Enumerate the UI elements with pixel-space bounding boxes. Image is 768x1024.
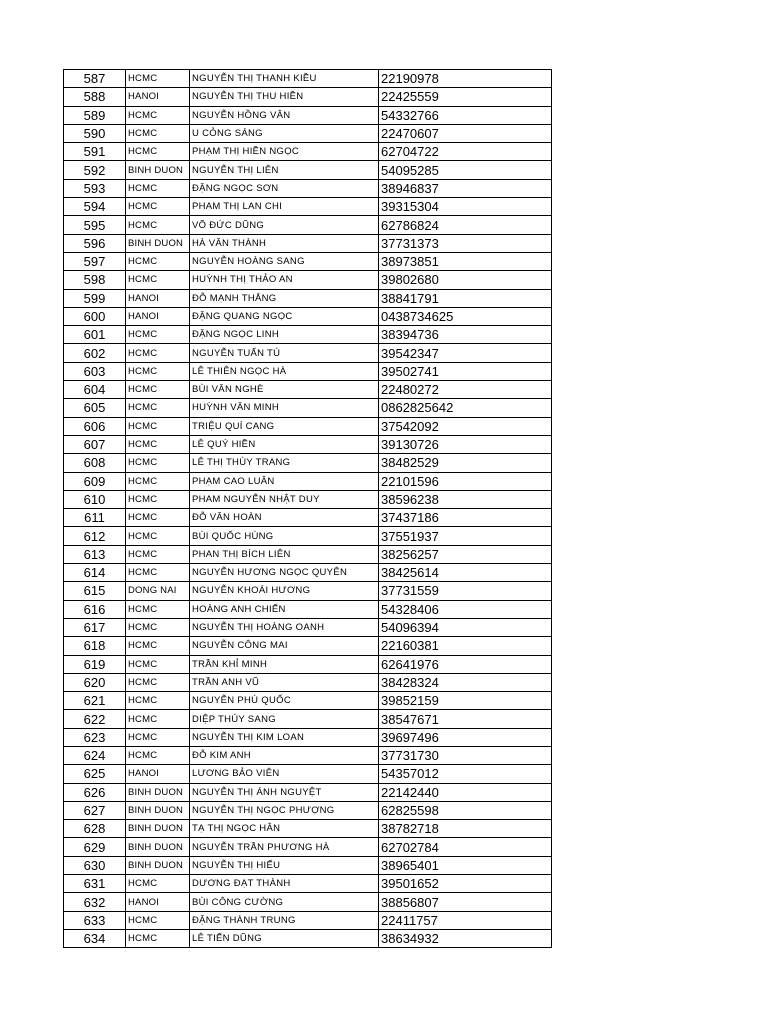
name-cell[interactable]: NGUYỄN THỊ ÁNH NGUYỆT <box>190 783 379 801</box>
phone-cell[interactable]: 38841791 <box>379 289 552 307</box>
row-number-cell[interactable]: 604 <box>64 381 126 399</box>
phone-cell[interactable]: 0438734625 <box>379 307 552 325</box>
name-cell[interactable]: NGUYỄN HỒNG VÂN <box>190 106 379 124</box>
row-number-cell[interactable]: 616 <box>64 600 126 618</box>
table-row <box>64 637 552 655</box>
table-row <box>64 234 552 252</box>
row-number-cell[interactable]: 610 <box>64 490 126 508</box>
table-row <box>64 783 552 801</box>
row-number-cell[interactable]: 626 <box>64 783 126 801</box>
name-cell[interactable]: PHAN THỊ BÍCH LIÊN <box>190 545 379 563</box>
city-cell[interactable]: HCMC <box>126 637 190 655</box>
table-row <box>64 875 552 893</box>
table-row <box>64 856 552 874</box>
name-cell[interactable]: NGUYỄN THỊ THANH KIỀU <box>190 70 379 88</box>
city-cell[interactable]: HANOI <box>126 307 190 325</box>
row-number-cell[interactable]: 589 <box>64 106 126 124</box>
name-cell[interactable]: ĐỖ MẠNH THẮNG <box>190 289 379 307</box>
phone-cell[interactable]: 38856807 <box>379 893 552 911</box>
city-cell[interactable]: HCMC <box>126 911 190 929</box>
name-cell[interactable]: NGUYỄN KHOÁI HƯƠNG <box>190 582 379 600</box>
city-cell[interactable]: HCMC <box>126 673 190 691</box>
phone-cell[interactable]: 39852159 <box>379 692 552 710</box>
city-cell[interactable]: HANOI <box>126 765 190 783</box>
row-number-cell[interactable]: 605 <box>64 399 126 417</box>
table-row <box>64 564 552 582</box>
phone-cell[interactable]: 38946837 <box>379 179 552 197</box>
name-cell[interactable]: NGUYỄN TUẤN TÚ <box>190 344 379 362</box>
name-cell[interactable]: NGUYỄN THỊ HOÀNG OANH <box>190 618 379 636</box>
table-row <box>64 252 552 270</box>
phone-cell[interactable]: 54328406 <box>379 600 552 618</box>
phone-cell[interactable]: 54332766 <box>379 106 552 124</box>
table-row <box>64 893 552 911</box>
name-cell[interactable]: TRIỆU QUÍ CANG <box>190 417 379 435</box>
row-number-cell[interactable]: 608 <box>64 454 126 472</box>
name-cell[interactable]: VÕ ĐỨC DŨNG <box>190 216 379 234</box>
city-cell[interactable]: HCMC <box>126 106 190 124</box>
row-number-cell[interactable]: 628 <box>64 820 126 838</box>
phone-cell[interactable]: 38596238 <box>379 490 552 508</box>
name-cell[interactable]: NGUYỄN THỊ THU HIỀN <box>190 88 379 106</box>
table-row <box>64 381 552 399</box>
table-row <box>64 655 552 673</box>
table-row <box>64 472 552 490</box>
phone-cell[interactable]: 37542092 <box>379 417 552 435</box>
table-row <box>64 417 552 435</box>
phone-cell[interactable]: 22142440 <box>379 783 552 801</box>
name-cell[interactable]: U CỎNG SÁNG <box>190 124 379 142</box>
name-cell[interactable]: HÀ VĂN THÀNH <box>190 234 379 252</box>
city-cell[interactable]: HCMC <box>126 728 190 746</box>
table-row <box>64 399 552 417</box>
city-cell[interactable]: HCMC <box>126 564 190 582</box>
city-cell[interactable]: HCMC <box>126 746 190 764</box>
row-number-cell[interactable]: 595 <box>64 216 126 234</box>
city-cell[interactable]: HCMC <box>126 399 190 417</box>
row-number-cell[interactable]: 625 <box>64 765 126 783</box>
city-cell[interactable]: BINH DUON <box>126 856 190 874</box>
phone-cell[interactable]: 62786824 <box>379 216 552 234</box>
table-row <box>64 143 552 161</box>
city-cell[interactable]: HCMC <box>126 929 190 947</box>
phone-cell[interactable]: 39697496 <box>379 728 552 746</box>
city-cell[interactable]: HCMC <box>126 381 190 399</box>
table-row <box>64 307 552 325</box>
row-number-cell[interactable]: 600 <box>64 307 126 325</box>
name-cell[interactable]: HUỲNH THỊ THẢO AN <box>190 271 379 289</box>
phone-cell[interactable]: 37731730 <box>379 746 552 764</box>
phone-cell[interactable]: 37437186 <box>379 509 552 527</box>
row-number-cell[interactable]: 613 <box>64 545 126 563</box>
phone-cell[interactable]: 39502741 <box>379 362 552 380</box>
phone-cell[interactable]: 22470607 <box>379 124 552 142</box>
table-row <box>64 161 552 179</box>
city-cell[interactable]: HCMC <box>126 527 190 545</box>
city-cell[interactable]: BINH DUON <box>126 820 190 838</box>
phone-cell[interactable]: 62825598 <box>379 801 552 819</box>
phone-cell[interactable]: 0862825642 <box>379 399 552 417</box>
row-number-cell[interactable]: 612 <box>64 527 126 545</box>
table-row <box>64 454 552 472</box>
row-number-cell[interactable]: 621 <box>64 692 126 710</box>
table-row <box>64 710 552 728</box>
name-cell[interactable]: HOÀNG ANH CHIẾN <box>190 600 379 618</box>
phone-cell[interactable]: 39802680 <box>379 271 552 289</box>
table-row <box>64 600 552 618</box>
row-number-cell[interactable]: 622 <box>64 710 126 728</box>
name-cell[interactable]: TRẦN KHỈ MINH <box>190 655 379 673</box>
row-number-cell[interactable]: 609 <box>64 472 126 490</box>
row-number-cell[interactable]: 615 <box>64 582 126 600</box>
phone-cell[interactable]: 38973851 <box>379 252 552 270</box>
row-number-cell[interactable]: 620 <box>64 673 126 691</box>
city-cell[interactable]: DONG NAI <box>126 582 190 600</box>
phone-cell[interactable]: 38394736 <box>379 326 552 344</box>
row-number-cell[interactable]: 601 <box>64 326 126 344</box>
city-cell[interactable]: HCMC <box>126 326 190 344</box>
city-cell[interactable]: HCMC <box>126 70 190 88</box>
city-cell[interactable]: HCMC <box>126 454 190 472</box>
table-row <box>64 929 552 947</box>
table-row <box>64 618 552 636</box>
name-cell[interactable]: NGUYỄN HƯƠNG NGỌC QUYÊN <box>190 564 379 582</box>
table-row <box>64 911 552 929</box>
name-cell[interactable]: LÊ THỊ THÙY TRANG <box>190 454 379 472</box>
phone-cell[interactable]: 38965401 <box>379 856 552 874</box>
table-row <box>64 344 552 362</box>
row-number-cell[interactable]: 597 <box>64 252 126 270</box>
city-cell[interactable]: HCMC <box>126 600 190 618</box>
name-cell[interactable]: NGUYỄN THỊ KIM LOAN <box>190 728 379 746</box>
row-number-cell[interactable]: 627 <box>64 801 126 819</box>
phone-cell[interactable]: 22101596 <box>379 472 552 490</box>
table-row <box>64 692 552 710</box>
phone-cell[interactable]: 37731373 <box>379 234 552 252</box>
row-number-cell[interactable]: 594 <box>64 198 126 216</box>
city-cell[interactable]: HCMC <box>126 618 190 636</box>
phone-cell[interactable]: 22411757 <box>379 911 552 929</box>
city-cell[interactable]: HCMC <box>126 252 190 270</box>
name-cell[interactable]: ĐẶNG QUANG NGỌC <box>190 307 379 325</box>
table-row <box>64 801 552 819</box>
row-number-cell[interactable]: 631 <box>64 875 126 893</box>
row-number-cell[interactable]: 623 <box>64 728 126 746</box>
city-cell[interactable]: HCMC <box>126 490 190 508</box>
phone-cell[interactable]: 38634932 <box>379 929 552 947</box>
table-row <box>64 198 552 216</box>
city-cell[interactable]: HCMC <box>126 435 190 453</box>
phone-cell[interactable]: 38482529 <box>379 454 552 472</box>
city-cell[interactable]: HCMC <box>126 143 190 161</box>
row-number-cell[interactable]: 614 <box>64 564 126 582</box>
name-cell[interactable]: PHAM THỊ LAN CHI <box>190 198 379 216</box>
phone-cell[interactable]: 38547671 <box>379 710 552 728</box>
row-number-cell[interactable]: 593 <box>64 179 126 197</box>
table-row <box>64 545 552 563</box>
row-number-cell[interactable]: 624 <box>64 746 126 764</box>
city-cell[interactable]: BINH DUON <box>126 783 190 801</box>
phone-cell[interactable]: 54095285 <box>379 161 552 179</box>
row-number-cell[interactable]: 602 <box>64 344 126 362</box>
table-row <box>64 216 552 234</box>
table-row <box>64 326 552 344</box>
row-number-cell[interactable]: 598 <box>64 271 126 289</box>
row-number-cell[interactable]: 591 <box>64 143 126 161</box>
row-number-cell[interactable]: 634 <box>64 929 126 947</box>
name-cell[interactable]: NGUYỄN CÔNG MAI <box>190 637 379 655</box>
city-cell[interactable]: HANOI <box>126 289 190 307</box>
row-number-cell[interactable]: 588 <box>64 88 126 106</box>
name-cell[interactable]: ĐẶNG THÀNH TRUNG <box>190 911 379 929</box>
name-cell[interactable]: LƯƠNG BẢO VIÊN <box>190 765 379 783</box>
city-cell[interactable]: HCMC <box>126 710 190 728</box>
phone-cell[interactable]: 38425614 <box>379 564 552 582</box>
phone-cell[interactable]: 38256257 <box>379 545 552 563</box>
table-row <box>64 124 552 142</box>
name-cell[interactable]: PHAM NGUYỄN NHẬT DUY <box>190 490 379 508</box>
name-cell[interactable]: BÙI QUỐC HÙNG <box>190 527 379 545</box>
phone-cell[interactable]: 22190978 <box>379 70 552 88</box>
city-cell[interactable]: HCMC <box>126 472 190 490</box>
table-row <box>64 582 552 600</box>
row-number-cell[interactable]: 630 <box>64 856 126 874</box>
city-cell[interactable]: HCMC <box>126 124 190 142</box>
data-table <box>63 69 552 948</box>
name-cell[interactable]: LÊ QUÝ HIỀN <box>190 435 379 453</box>
spreadsheet <box>63 69 552 948</box>
table-row <box>64 179 552 197</box>
name-cell[interactable]: NGUYỄN HOÀNG SANG <box>190 252 379 270</box>
name-cell[interactable]: NGUYỄN THỊ NGỌC PHƯỢNG <box>190 801 379 819</box>
phone-cell[interactable]: 39130726 <box>379 435 552 453</box>
phone-cell[interactable]: 62702784 <box>379 838 552 856</box>
phone-cell[interactable]: 54096394 <box>379 618 552 636</box>
city-cell[interactable]: HCMC <box>126 875 190 893</box>
city-cell[interactable]: HCMC <box>126 271 190 289</box>
row-number-cell[interactable]: 606 <box>64 417 126 435</box>
table-row <box>64 509 552 527</box>
row-number-cell[interactable]: 617 <box>64 618 126 636</box>
phone-cell[interactable]: 54357012 <box>379 765 552 783</box>
name-cell[interactable]: ĐỖ VĂN HOÀN <box>190 509 379 527</box>
name-cell[interactable]: NGUYỄN THỊ HIẾU <box>190 856 379 874</box>
name-cell[interactable]: NGUYỄN TRẦN PHƯƠNG HÀ <box>190 838 379 856</box>
phone-cell[interactable]: 22425559 <box>379 88 552 106</box>
city-cell[interactable]: HCMC <box>126 417 190 435</box>
phone-cell[interactable]: 37551937 <box>379 527 552 545</box>
table-row <box>64 88 552 106</box>
table-row <box>64 765 552 783</box>
phone-cell[interactable]: 39501652 <box>379 875 552 893</box>
city-cell[interactable]: HCMC <box>126 179 190 197</box>
city-cell[interactable]: BINH DUON <box>126 838 190 856</box>
row-number-cell[interactable]: 619 <box>64 655 126 673</box>
phone-cell[interactable]: 22160381 <box>379 637 552 655</box>
table-row <box>64 106 552 124</box>
table-row <box>64 362 552 380</box>
phone-cell[interactable]: 39542347 <box>379 344 552 362</box>
city-cell[interactable]: HCMC <box>126 509 190 527</box>
city-cell[interactable]: HCMC <box>126 655 190 673</box>
name-cell[interactable]: NGUYỄN THỊ LIÊN <box>190 161 379 179</box>
table-row <box>64 70 552 88</box>
phone-cell[interactable]: 62704722 <box>379 143 552 161</box>
table-row <box>64 289 552 307</box>
table-row <box>64 527 552 545</box>
table-row <box>64 746 552 764</box>
row-number-cell[interactable]: 596 <box>64 234 126 252</box>
row-number-cell[interactable]: 632 <box>64 893 126 911</box>
table-row <box>64 435 552 453</box>
name-cell[interactable]: DƯƠNG ĐẠT THÀNH <box>190 875 379 893</box>
name-cell[interactable]: LÊ TIẾN DŨNG <box>190 929 379 947</box>
row-number-cell[interactable]: 633 <box>64 911 126 929</box>
row-number-cell[interactable]: 607 <box>64 435 126 453</box>
row-number-cell[interactable]: 587 <box>64 70 126 88</box>
row-number-cell[interactable]: 629 <box>64 838 126 856</box>
phone-cell[interactable]: 38428324 <box>379 673 552 691</box>
name-cell[interactable]: DIỆP THÚY SANG <box>190 710 379 728</box>
city-cell[interactable]: HCMC <box>126 362 190 380</box>
table-row <box>64 673 552 691</box>
table-row <box>64 490 552 508</box>
city-cell[interactable]: BINH DUON <box>126 801 190 819</box>
name-cell[interactable]: TRẦN ANH VŨ <box>190 673 379 691</box>
row-number-cell[interactable]: 599 <box>64 289 126 307</box>
row-number-cell[interactable]: 603 <box>64 362 126 380</box>
city-cell[interactable]: HCMC <box>126 344 190 362</box>
city-cell[interactable]: HANOI <box>126 893 190 911</box>
table-body <box>64 70 552 948</box>
city-cell[interactable]: HANOI <box>126 88 190 106</box>
table-row <box>64 271 552 289</box>
phone-cell[interactable]: 37731559 <box>379 582 552 600</box>
name-cell[interactable]: PHẠM THỊ HIỀN NGỌC <box>190 143 379 161</box>
table-row <box>64 728 552 746</box>
name-cell[interactable]: BÙI VĂN NGHÈ <box>190 381 379 399</box>
city-cell[interactable]: HCMC <box>126 198 190 216</box>
city-cell[interactable]: HCMC <box>126 692 190 710</box>
phone-cell[interactable]: 62641976 <box>379 655 552 673</box>
row-number-cell[interactable]: 618 <box>64 637 126 655</box>
row-number-cell[interactable]: 611 <box>64 509 126 527</box>
name-cell[interactable]: TẠ THỊ NGỌC HÂN <box>190 820 379 838</box>
name-cell[interactable]: PHẠM CAO LUÂN <box>190 472 379 490</box>
city-cell[interactable]: BINH DUON <box>126 234 190 252</box>
table-row <box>64 820 552 838</box>
phone-cell[interactable]: 39315304 <box>379 198 552 216</box>
city-cell[interactable]: HCMC <box>126 545 190 563</box>
name-cell[interactable]: ĐẶNG NGỌC LINH <box>190 326 379 344</box>
phone-cell[interactable]: 22480272 <box>379 381 552 399</box>
name-cell[interactable]: HUỲNH VĂN MINH <box>190 399 379 417</box>
name-cell[interactable]: LÊ THIÊN NGỌC HÀ <box>190 362 379 380</box>
city-cell[interactable]: BINH DUON <box>126 161 190 179</box>
name-cell[interactable]: BÙI CÔNG CƯỜNG <box>190 893 379 911</box>
name-cell[interactable]: ĐẶNG NGỌC SƠN <box>190 179 379 197</box>
city-cell[interactable]: HCMC <box>126 216 190 234</box>
row-number-cell[interactable]: 592 <box>64 161 126 179</box>
row-number-cell[interactable]: 590 <box>64 124 126 142</box>
phone-cell[interactable]: 38782718 <box>379 820 552 838</box>
name-cell[interactable]: ĐỖ KIM ANH <box>190 746 379 764</box>
name-cell[interactable]: NGUYỄN PHÚ QUỐC <box>190 692 379 710</box>
table-row <box>64 838 552 856</box>
